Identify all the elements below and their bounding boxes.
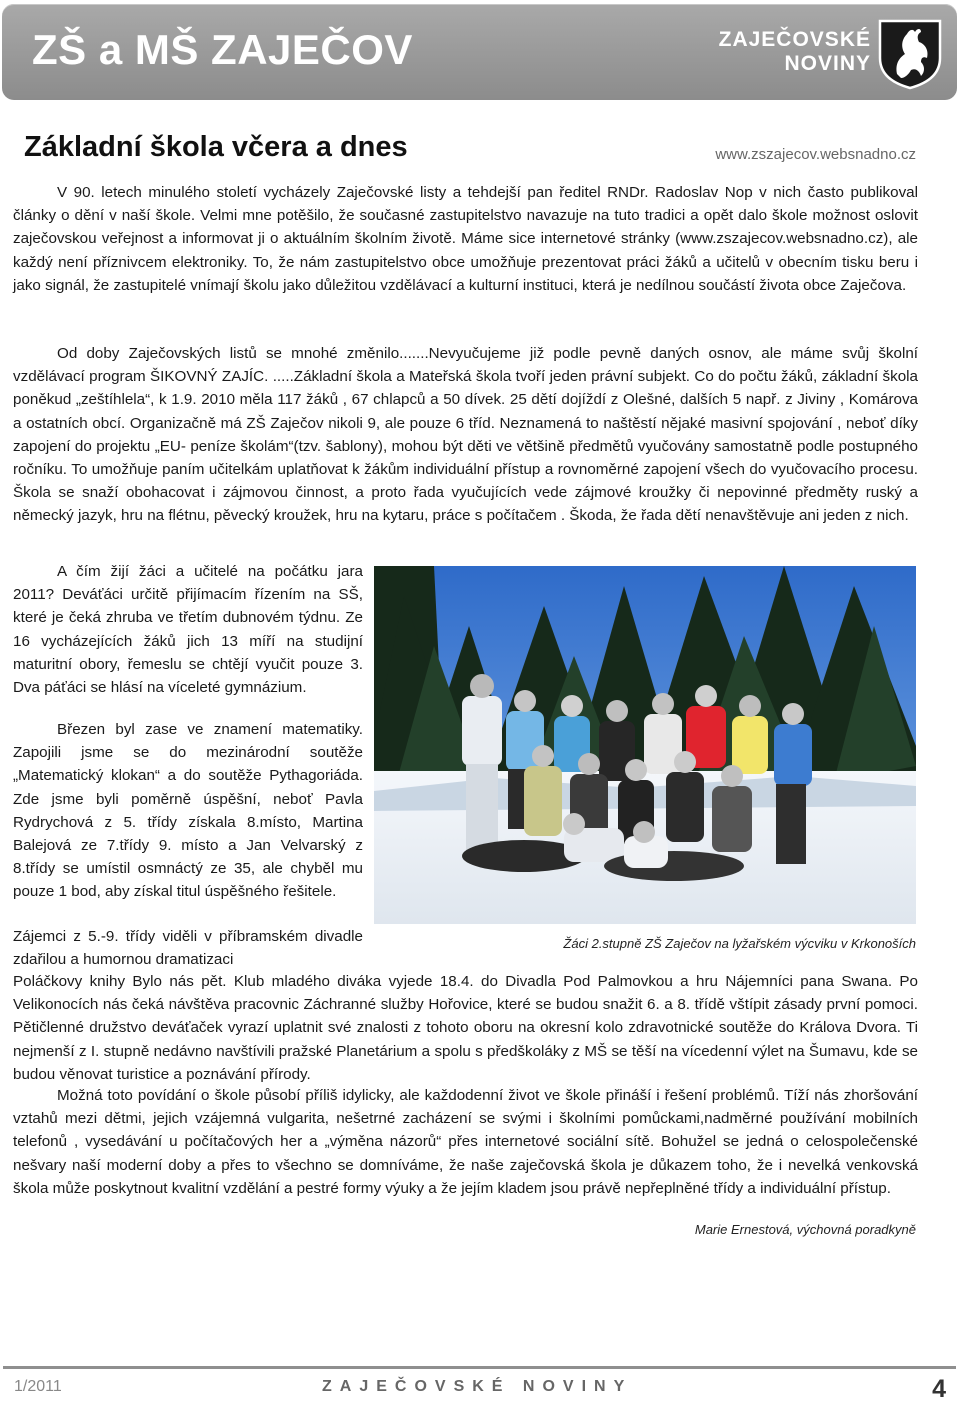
author-signature: Marie Ernestová, výchovná poradkyně	[694, 1222, 916, 1237]
paragraph-math: Březen byl zase ve znamení matematiky. Zapojili jsme se do mezinárodní soutěže „Matematický klokan“ a do soutěže Pythagoriáda. Zde jsme byli poměrně úspěšní, neboť Pavla Rydrychová z 5. třídy získala 8.místo, Martina Balejová ze 7.třídy 9. místo a Jan Velvarský z 8.třídy se umístil osmnáctý ze 35, ale chyběl mu pouze 1 bod, aby získal titul úspěšného řešitele.	[13, 721, 363, 901]
paragraph-problems: Možná toto povídání o škole působí příliš idylicky, ale každodenní život ve škole přináší i řešení problémů. Tíží nás zhoršování vztahů mezi dětmi, jejich vzájemná vulgarita, nešetrné zacházení se svými i školními pomůckami,nadměrné používání mobilních telefonů , vysedávání u počítačových her a „výměna názorů“ přes internetové sociální sítě. Bohužel se jedná o celospolečenské nešvary naší moderní doby a přes to všechno se domníváme, že naše zaječovská škola je důkazem toho, že i nevelká venkovská škola může poskytnout kvalitní vzdělání a pestré formy výuky a že jejím kladem jsou právě nepřeplněné třídy a individuální přístup.	[13, 1087, 918, 1197]
brand-line-1: ZAJEČOVSKÉ	[718, 28, 871, 51]
crest-icon	[877, 18, 943, 90]
paragraph-intro: V 90. letech minulého století vycházely Zaječovské listy a tehdejší pan ředitel RNDr. Radoslav Nop v nich často publikoval články o dění v naší škole. Velmi mne potěšilo, že současné zastupitelstvo navazuje na tuto tradici a opět dalo škole možnost oslovit zaječovskou veřejnost a informovat ji o aktuálním školním životě. Máme sice internetové stránky (www.zszajecov.websnadno.cz), ale každý není příznivcem elektroniky. To, že nám zastupitelstvo obce umožňuje prezentovat práci žáků a učitelů v obecním tisku beru i jako signál, že zastupitelé vnímají školu jako důležitou vzdělávací a kulturní instituci, která je nedílnou součástí života obce Zaječova.	[13, 184, 918, 294]
page-number: 4	[932, 1375, 946, 1403]
newspaper-brand	[719, 28, 871, 76]
brand-line-2: NOVINY	[784, 52, 871, 75]
paragraph-theatre: Zájemci z 5.-9. třídy viděli v příbramském divadle zdařilou a humornou dramatizaci	[13, 928, 363, 969]
paragraph-theatre-continued: Poláčkovy knihy Bylo nás pět. Klub mladého diváka vyjede 18.4. do Divadla Pod Palmovkou a hru Nájemníci pana Swana. Po Velikonocích nás čeká návštěva pracovnic Záchranné služby Hořovice, které se budou snažit 6. a 8. třídě vštípit zásady první pomoci. Pětičlenné družstvo deváťaček vyrazí uplatnit své znalosti z tohoto oboru na okresní kolo zdravotnické soutěže do Králova Dvora. Ti nejmenší z I. stupně nedávno navštívili pražské Planetárium a spolu s předškoláky z MŠ se těší na vícedenní výlet na Šumavu, kde se budou věnovat turistice a poznávání přírody.	[13, 973, 918, 1083]
paragraph-changes: Od doby Zaječovských listů se mnohé změnilo.......Nevyučujeme již podle pevně daných osnov, ale máme svůj školní vzdělávací program ŠIKOVNÝ ZAJÍC. .....Základní škola a Mateřská škola tvoří jeden právní subjekt. Co do počtu žáků, základní škola poněkud „zeštíhlela“, k 1.9. 2010 měla 117 žáků , 67 chlapců a 50 dívek. 25 dětí dojíždí z Olešné, dalších 5 např. z Jiviny , Komárova a ostatních obcí. Organizačně má ZŠ Zaječov nikoli 9, ale pouze 6 tříd. Neznamená to naštěstí nějaké masivní spojování , neboť díky zapojení do projektu „EU- peníze školám“(tzv. šablony), mohou být děti ve většině předmětů vyučovány samostatně podle postupného ročníku. To umožňuje paním učitelkám uplatňovat k žákům individuální přístup a rovnoměrné zapojení všech do vyučovacího procesu. Škola se snaží obohacovat i zájmovou činnost, a proto řada vyučujících vede zájmové kroužky či nepovinné předměty ruský a německý jazyk, hru na flétnu, pěvecký kroužek, hru na kytaru, práce s počítačem . Škoda, že řada dětí nenavštěvuje ani jeden z nich.	[13, 345, 918, 525]
footer-divider	[3, 1366, 956, 1369]
issue-number: 1/2011	[14, 1378, 62, 1395]
ski-course-photo	[374, 566, 916, 924]
paragraph-spring: A čím žijí žáci a učitelé na počátku jara 2011? Deváťáci určitě přijímacím řízením na SŠ, které je čeká zhruba ve třetím dubnovém týdnu. Ze 16 vycházejících žáků jich 13 míří na studijní maturitní obory, řemeslu se chtějí vyučit pouze 3. Dva páťáci se hlásí na víceleté gymnázium.	[13, 563, 363, 697]
header-banner	[2, 4, 957, 100]
article-title: Základní škola včera a dnes	[24, 131, 408, 163]
newspaper-name: ZAJEČOVSKÉ NOVINY	[322, 1378, 633, 1395]
school-name: ZŠ a MŠ ZAJEČOV	[32, 26, 413, 73]
photo-caption: Žáci 2.stupně ZŠ Zaječov na lyžařském výcviku v Krkonoších	[563, 936, 916, 951]
website-link[interactable]: www.zszajecov.websnadno.cz	[715, 146, 916, 163]
